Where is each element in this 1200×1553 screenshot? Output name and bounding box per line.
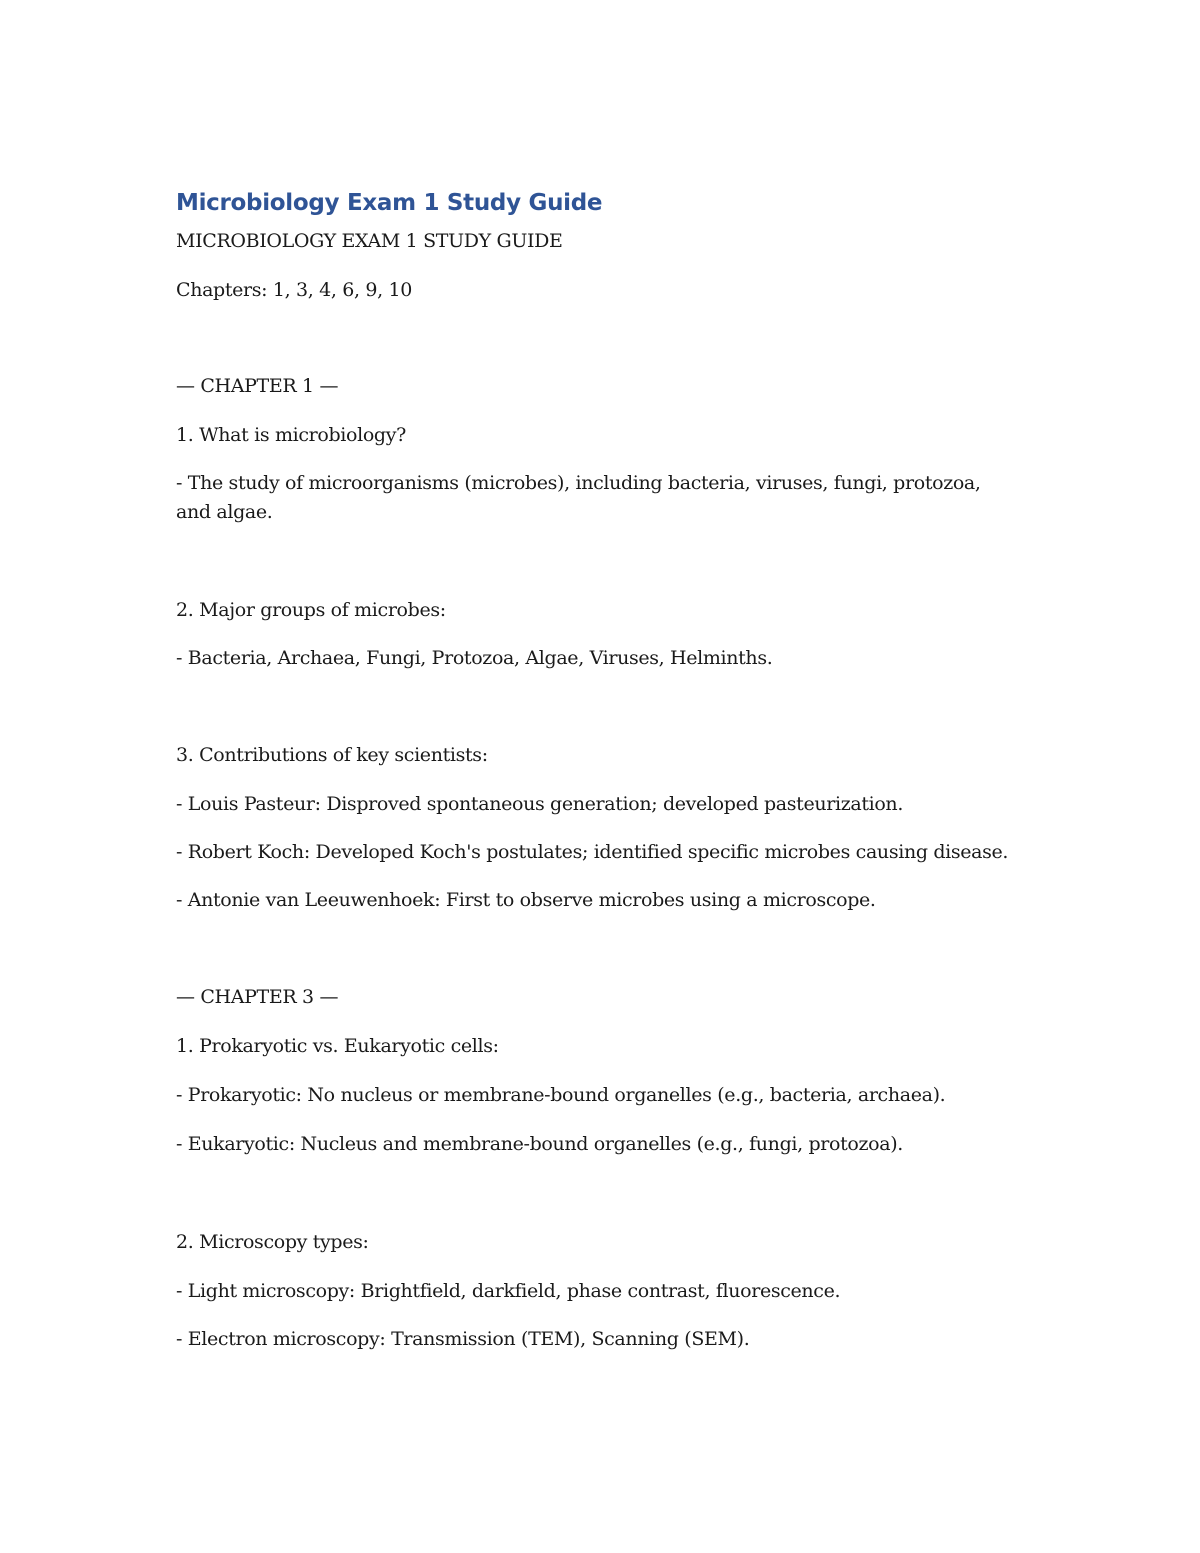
document-subtitle: MICROBIOLOGY EXAM 1 STUDY GUIDE <box>176 230 563 252</box>
chapter-1-question-1: 1. What is microbiology? <box>176 424 406 446</box>
chapter-1-answer-2: - Bacteria, Archaea, Fungi, Protozoa, Algae, Viruses, Helminths. <box>176 647 773 669</box>
list-item-pasteur: - Louis Pasteur: Disproved spontaneous generation; developed pasteurization. <box>176 793 904 815</box>
chapter-1-answer-1: - The study of microorganisms (microbes), including bacteria, viruses, fungi, protozoa, and algae. <box>176 472 981 523</box>
chapter-3-heading: — CHAPTER 3 — <box>176 986 339 1008</box>
chapter-1-question-3: 3. Contributions of key scientists: <box>176 744 488 766</box>
list-item-light-microscopy: - Light microscopy: Brightfield, darkfield, phase contrast, fluorescence. <box>176 1280 841 1302</box>
chapter-1-question-2: 2. Major groups of microbes: <box>176 599 446 621</box>
chapters-line: Chapters: 1, 3, 4, 6, 9, 10 <box>176 279 412 301</box>
list-item-eukaryotic: - Eukaryotic: Nucleus and membrane-bound organelles (e.g., fungi, protozoa). <box>176 1133 903 1155</box>
chapter-3-question-1: 1. Prokaryotic vs. Eukaryotic cells: <box>176 1035 499 1057</box>
chapter-1-heading: — CHAPTER 1 — <box>176 375 339 397</box>
list-item-prokaryotic: - Prokaryotic: No nucleus or membrane-bound organelles (e.g., bacteria, archaea). <box>176 1084 946 1106</box>
document-title: Microbiology Exam 1 Study Guide <box>176 190 603 216</box>
list-item-electron-microscopy: - Electron microscopy: Transmission (TEM), Scanning (SEM). <box>176 1328 750 1350</box>
list-item-leeuwenhoek: - Antonie van Leeuwenhoek: First to observe microbes using a microscope. <box>176 889 876 911</box>
list-item-koch: - Robert Koch: Developed Koch's postulates; identified specific microbes causing disease. <box>176 841 1009 863</box>
chapter-3-question-2: 2. Microscopy types: <box>176 1231 369 1253</box>
